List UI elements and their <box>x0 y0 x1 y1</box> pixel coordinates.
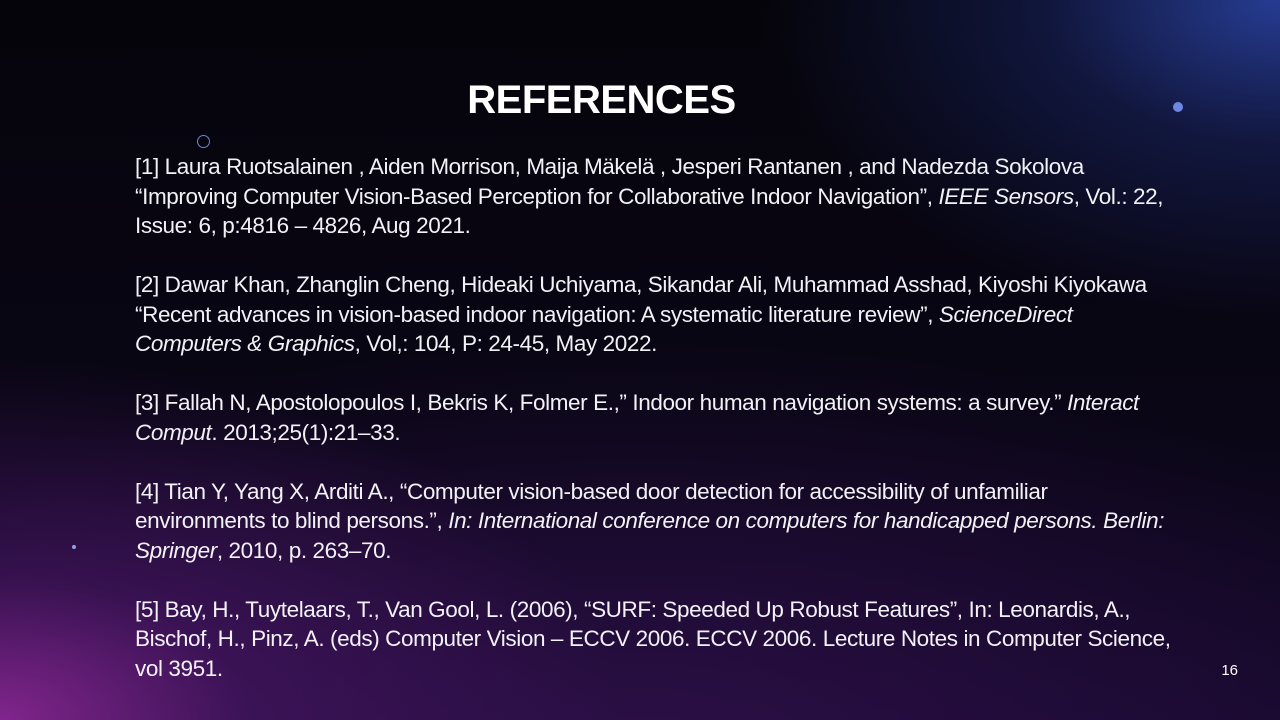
reference-details: , Vol,: 104, P: 24-45, May 2022. <box>354 331 657 356</box>
page-number: 16 <box>1221 662 1238 679</box>
reference-text: [4] Tian Y, Yang X, Arditi A., “Computer vision-based door detection for accessibility of unfamiliar environments to blind persons.”, <box>135 478 1048 533</box>
reference-text: [1] Laura Ruotsalainen , Aiden Morrison, Maija Mäkelä , Jesperi Rantanen , and Nadezda Sokolova “Improving Computer Vision-Based Perception for Collaborative Indoor Navigation”, <box>135 154 1084 209</box>
slide-title: REFERENCES <box>467 78 736 122</box>
decorative-small-dot-icon <box>72 545 76 549</box>
reference-text: [5] Bay, H., Tuytelaars, T., Van Gool, L. (2006), “SURF: Speeded Up Robust Features”, In: Leonardis, A., Bischof, H., Pinz, A. (eds) Computer Vision – ECCV 2006. ECCV 2006. Lecture Notes in Computer Science, vol 3951. <box>135 596 1171 681</box>
reference-venue: IEEE Sensors <box>938 183 1074 209</box>
reference-item-4 <box>135 477 1180 566</box>
reference-venue: In: International conference on computers for handicapped persons. Berlin: Springer <box>135 508 1165 563</box>
reference-venue: ScienceDirect Computers & Graphics <box>135 301 1073 356</box>
reference-details: . 2013;25(1):21–33. <box>211 419 401 445</box>
reference-item-3 <box>135 388 1180 447</box>
reference-item-5 <box>135 595 1180 684</box>
reference-text: [3] Fallah N, Apostolopoulos I, Bekris K, Folmer E.,” Indoor human navigation systems: a survey.” <box>135 390 1068 415</box>
reference-list <box>135 152 1180 683</box>
reference-text: [2] Dawar Khan, Zhanglin Cheng, Hideaki Uchiyama, Sikandar Ali, Muhammad Asshad, Kiyoshi Kiyokawa “Recent advances in vision-based indoor navigation: A systematic literature review”, <box>135 272 1147 327</box>
reference-details: , Vol.: 22, Issue: 6, p:4816 – 4826, Aug 2021. <box>135 183 1164 238</box>
reference-details: , 2010, p. 263–70. <box>216 537 392 563</box>
reference-item-2 <box>135 270 1180 359</box>
decorative-ring-icon <box>197 135 210 148</box>
reference-item-1 <box>135 152 1180 241</box>
reference-venue: Interact Comput <box>135 390 1139 445</box>
